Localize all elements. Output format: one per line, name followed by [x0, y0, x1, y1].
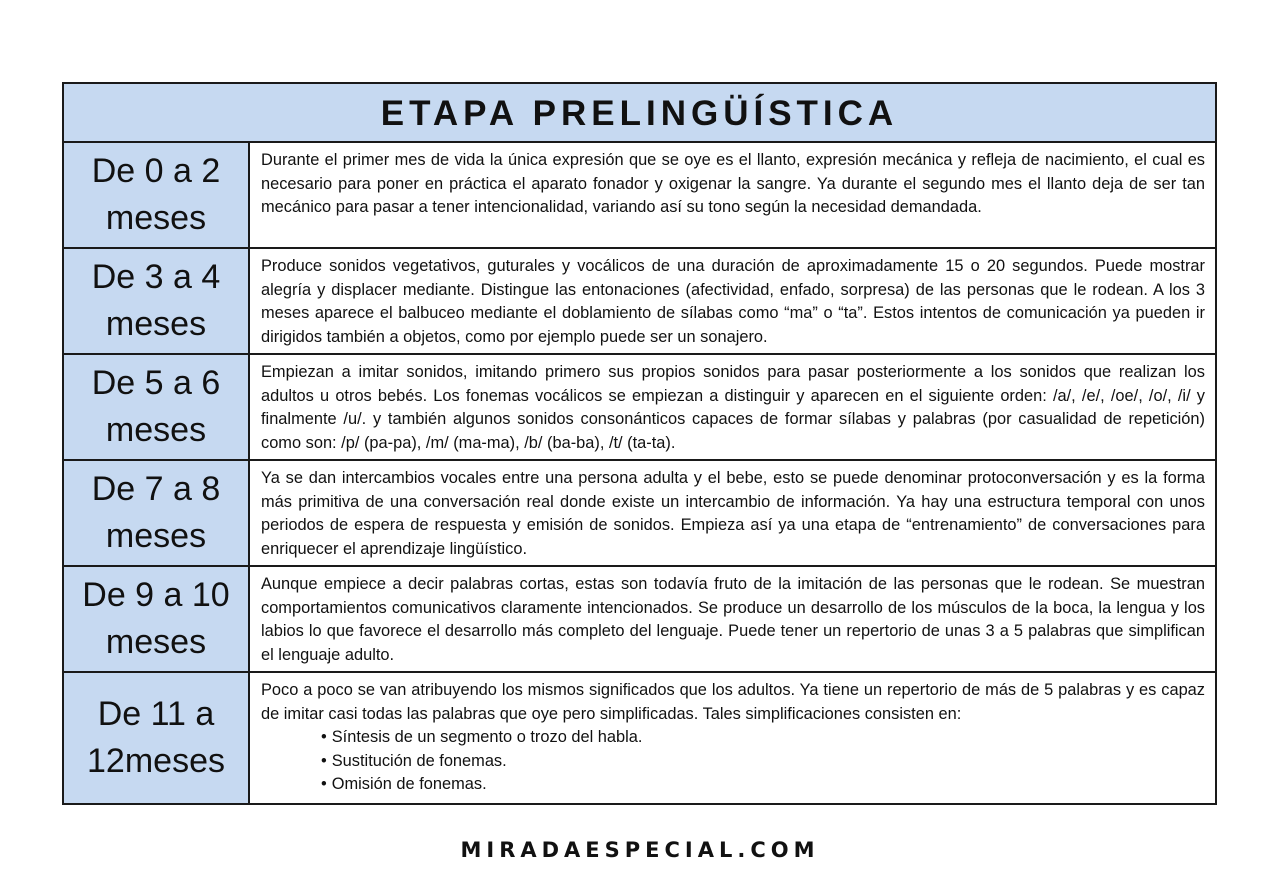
- table-row: [64, 249, 1215, 355]
- simplification-list: [261, 726, 1205, 797]
- table-title: ETAPA PRELINGÜÍSTICA: [380, 93, 899, 133]
- description-cell: Produce sonidos vegetativos, guturales y vocálicos de una duración de aproximadamente 15 o 20 segundos. Puede mostrar alegría y displacer mediante. Distingue las entonaciones (afectividad, enfado, sorpresa) de las personas que le rodean. A los 3 meses aparece el balbuceo mediante el doblamiento de sílabas como “ma” o “ta”. Estos intentos de comunicación ya pueden ir dirigidos también a objetos, como por ejemplo puede ser un sonajero.: [261, 257, 1205, 346]
- table-row: [64, 355, 1215, 461]
- bullet-icon: •: [321, 775, 327, 793]
- description-cell: [250, 673, 1215, 803]
- bullet-icon: •: [321, 751, 327, 770]
- age-range-cell: De 7 a 8 meses: [64, 461, 250, 565]
- table-row: [64, 461, 1215, 567]
- description-text: Poco a poco se van atribuyendo los mismos significados que los adultos. Ya tiene un repertorio de más de 5 palabras y es capaz de imitar casi todas las palabras que oye pero simplificadas. Tales simplificaciones consisten en:: [261, 681, 1205, 723]
- table-row: [64, 567, 1215, 673]
- description-cell: Empiezan a imitar sonidos, imitando primero sus propios sonidos para pasar posteriormente a los sonidos que realizan los adultos u otros bebés. Los fonemas vocálicos se empiezan a distinguir y aparecen en el siguiente orden: /a/, /e/, /oe/, /o/, /i/ y finalmente /u/. y también algunos sonidos consonánticos capaces de formar sílabas y palabras (por casualidad de repetición) como son: /p/ (pa-pa), /m/ (ma-ma), /b/ (ba-ba), /t/ (ta-ta).: [261, 363, 1205, 452]
- age-range-cell: De 3 a 4 meses: [64, 249, 250, 353]
- list-item: [321, 773, 1205, 797]
- list-item-text: Sustitución de fonemas.: [331, 751, 507, 770]
- age-range-cell: De 0 a 2 meses: [64, 143, 250, 247]
- table-row: [64, 673, 1215, 803]
- description-cell: Ya se dan intercambios vocales entre una persona adulta y el bebe, esto se puede denominar protoconversación y es la forma más primitiva de una conversación real donde existe un intercambio de información. Ya hay una estructura temporal con unos periodos de espera de respuesta y emisión de sonidos. Empieza así ya una etapa de “entrenamiento” de conversaciones para enriquecer el aprendizaje lingüístico.: [261, 469, 1205, 558]
- list-item-text: Síntesis de un segmento o trozo del habla.: [331, 728, 643, 746]
- development-table: [62, 82, 1217, 805]
- age-range-cell: De 9 a 10 meses: [64, 567, 250, 671]
- table-row: [64, 143, 1215, 249]
- list-item-text: Omisión de fonemas.: [331, 775, 487, 793]
- description-cell: Durante el primer mes de vida la única expresión que se oye es el llanto, expresión mecánica y refleja de nacimiento, el cual es necesario para poner en práctica el aparato fonador y oxigenar la sangre. Ya durante el segundo mes el llanto deja de ser tan mecánico para pasar a tener intencionalidad, variando así su tono según la necesidad demandada.: [261, 151, 1205, 216]
- list-item: [321, 750, 1205, 774]
- age-range-cell: De 11 a 12meses: [64, 673, 250, 803]
- age-range-cell: De 5 a 6 meses: [64, 355, 250, 459]
- site-footer: MIRADAESPECIAL.COM: [460, 838, 820, 862]
- list-item: [321, 726, 1205, 750]
- bullet-icon: •: [321, 728, 327, 746]
- table-header: [64, 84, 1215, 143]
- description-cell: Aunque empiece a decir palabras cortas, estas son todavía fruto de la imitación de las personas que le rodean. Se muestran comportamientos comunicativos claramente intencionados. Se produce un desarrollo de los músculos de la boca, la lengua y los labios lo que favorece el desarrollo más completo del lenguaje. Puede tener un repertorio de unas 3 a 5 palabras que simplifican el lenguaje adulto.: [261, 575, 1205, 664]
